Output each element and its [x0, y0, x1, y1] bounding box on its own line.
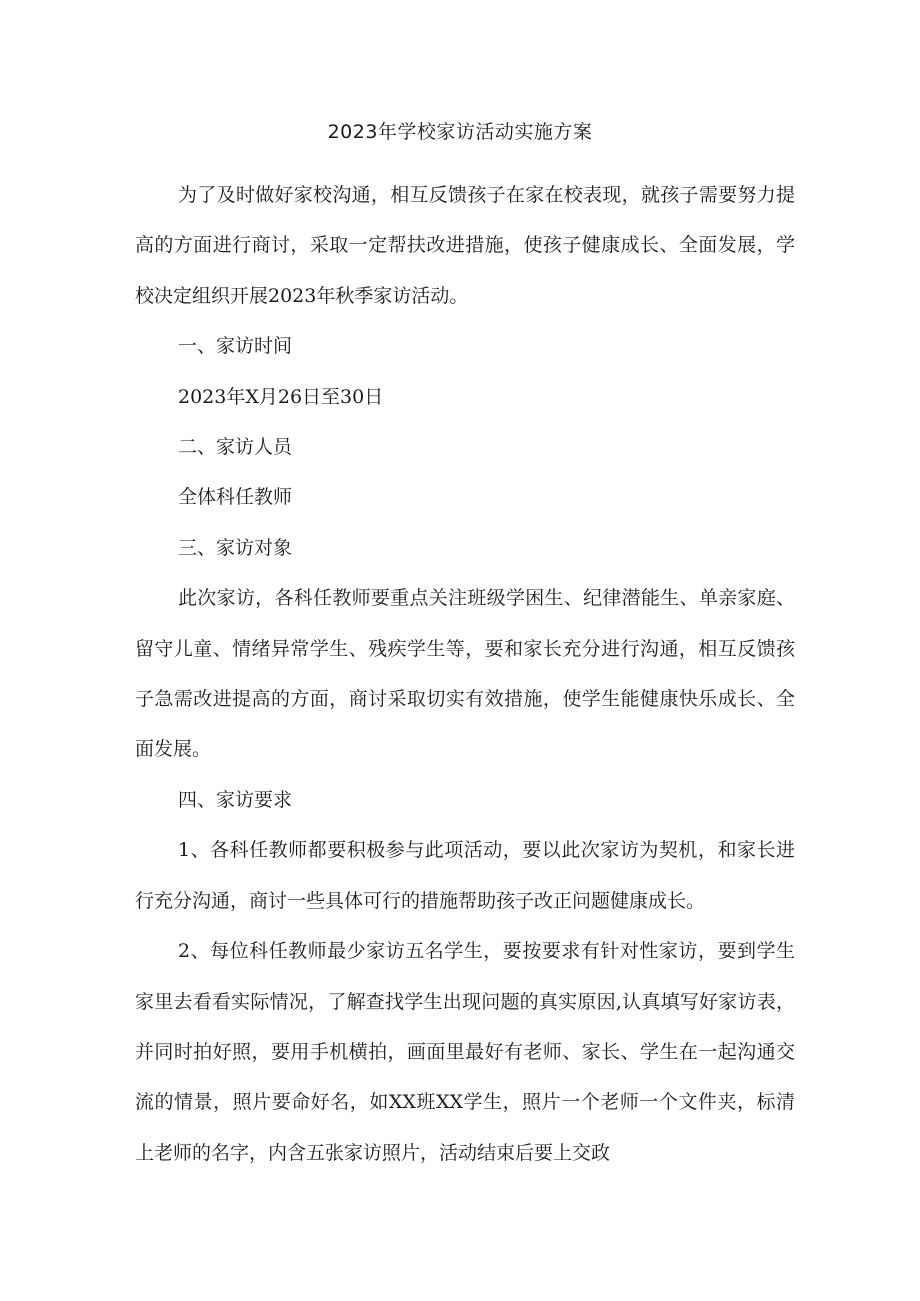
section-heading-time: 一、家访时间 [178, 335, 293, 358]
visit-targets-paragraph: 此次家访，各科任教师要重点关注班级学困生、纪律潜能生、单亲家庭、留守儿童、情绪异常学生、残疾学生等，要和家长充分进行沟通，相互反馈孩子急需改进提高的方面，商讨采取切实有效措施，使学生能健康快乐成长、全面发展。 [135, 587, 795, 761]
section-heading-staff: 二、家访人员 [178, 436, 293, 459]
requirement-item-2: 2、每位科任教师最少家访五名学生，要按要求有针对性家访，要到学生家里去看看实际情况，了解查找学生出现问题的真实原因,认真填写好家访表，并同时拍好照，要用手机横拍，画面里最好有老师、家长、学生在一起沟通交流的情景，照片要命好名，如XX班XX学生，照片一个老师一个文件夹，标清上老师的名字，内含五张家访照片，活动结束后要上交政 [135, 940, 795, 1164]
requirement-item-1: 1、各科任教师都要积极参与此项活动，要以此次家访为契机，和家长进行充分沟通，商讨一些具体可行的措施帮助孩子改正问题健康成长。 [135, 839, 795, 912]
section-heading-requirements: 四、家访要求 [178, 788, 293, 811]
intro-paragraph: 为了及时做好家校沟通，相互反馈孩子在家在校表现，就孩子需要努力提高的方面进行商讨，采取一定帮扶改进措施，使孩子健康成长、全面发展，学校决定组织开展2023年秋季家访活动。 [135, 184, 795, 307]
visit-staff-text: 全体科任教师 [178, 486, 293, 509]
document-title: 2023年学校家访活动实施方案 [327, 121, 593, 143]
section-heading-targets: 三、家访对象 [178, 536, 293, 559]
visit-time-text: 2023年X月26日至30日 [178, 385, 384, 408]
document-body [135, 170, 795, 1178]
